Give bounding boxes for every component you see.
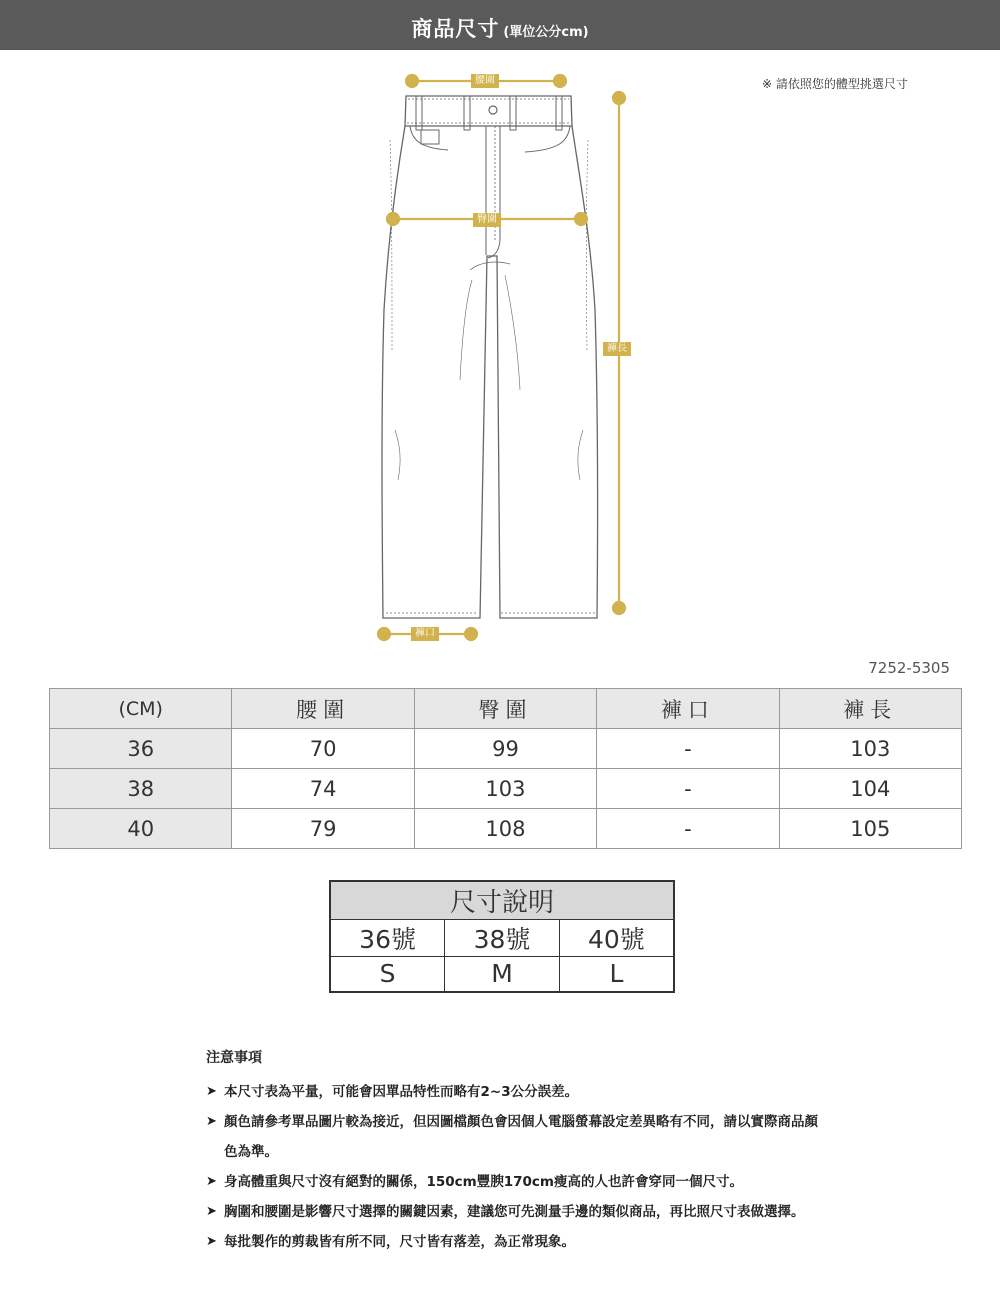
list-item bbox=[206, 1077, 826, 1107]
size-number: 38號 bbox=[445, 920, 560, 957]
list-item bbox=[206, 1197, 826, 1227]
notice-title: 注意事項 bbox=[206, 1050, 262, 1066]
length-cell: 105 bbox=[779, 809, 961, 849]
length-cell: 104 bbox=[779, 769, 961, 809]
arrow-icon: ➤ bbox=[206, 1234, 217, 1249]
size-cell: 36 bbox=[50, 729, 232, 769]
list-item bbox=[206, 1227, 826, 1257]
hem-cell: - bbox=[597, 809, 779, 849]
list-item bbox=[206, 1167, 826, 1197]
size-description-table bbox=[329, 880, 675, 993]
arrow-icon: ➤ bbox=[206, 1174, 217, 1189]
length-tag: 褲長 bbox=[603, 342, 631, 356]
header-hip: 臀圍 bbox=[414, 689, 596, 729]
hem-cell: - bbox=[597, 769, 779, 809]
header-cm: (CM) bbox=[50, 689, 232, 729]
table-row bbox=[330, 957, 674, 992]
hip-cell: 108 bbox=[414, 809, 596, 849]
arrow-icon: ➤ bbox=[206, 1084, 217, 1099]
header-bar bbox=[0, 0, 1000, 50]
size-letter: S bbox=[330, 957, 445, 992]
list-item bbox=[206, 1107, 826, 1167]
product-code: 7252-5305 bbox=[868, 659, 950, 677]
notice-text: 胸圍和腰圍是影響尺寸選擇的關鍵因素，建議您可先測量手邊的類似商品，再比照尺寸表做選擇。 bbox=[224, 1204, 805, 1220]
table-row bbox=[330, 920, 674, 957]
size-cell: 40 bbox=[50, 809, 232, 849]
header-waist: 腰圍 bbox=[232, 689, 414, 729]
size-number: 36號 bbox=[330, 920, 445, 957]
hip-tag: 臀圍 bbox=[473, 213, 501, 227]
hip-cell: 99 bbox=[414, 729, 596, 769]
pants-illustration bbox=[0, 50, 1000, 680]
size-number: 40號 bbox=[559, 920, 674, 957]
size-letter: L bbox=[559, 957, 674, 992]
table-row bbox=[50, 769, 962, 809]
waist-tag: 腰圍 bbox=[471, 74, 499, 88]
notice-text: 每批製作的剪裁皆有所不同，尺寸皆有落差，為正常現象。 bbox=[224, 1234, 575, 1250]
length-cell: 103 bbox=[779, 729, 961, 769]
waist-cell: 70 bbox=[232, 729, 414, 769]
notice-text: 本尺寸表為平量，可能會因單品特性而略有2~3公分誤差。 bbox=[224, 1084, 579, 1100]
arrow-icon: ➤ bbox=[206, 1204, 217, 1219]
header-unit: (單位公分cm) bbox=[503, 25, 589, 40]
waist-cell: 74 bbox=[232, 769, 414, 809]
waist-cell: 79 bbox=[232, 809, 414, 849]
notice-text: 身高體重與尺寸沒有絕對的關係，150cm豐腴170cm瘦高的人也許會穿同一個尺寸。 bbox=[224, 1174, 743, 1190]
size-letter: M bbox=[445, 957, 560, 992]
header-hem: 褲口 bbox=[597, 689, 779, 729]
hip-cell: 103 bbox=[414, 769, 596, 809]
size-advice-note: ※ 請依照您的體型挑選尺寸 bbox=[762, 77, 908, 91]
size-table-header-row bbox=[50, 689, 962, 729]
header-title: 商品尺寸 bbox=[411, 17, 500, 41]
size-table bbox=[49, 688, 962, 849]
hem-tag: 褲口 bbox=[411, 627, 439, 641]
pants-drawing bbox=[0, 50, 1000, 680]
notice-list bbox=[206, 1077, 826, 1257]
header-length: 褲長 bbox=[779, 689, 961, 729]
table-row bbox=[50, 729, 962, 769]
hem-cell: - bbox=[597, 729, 779, 769]
size-cell: 38 bbox=[50, 769, 232, 809]
notice-text: 顏色請參考單品圖片較為接近，但因圖檔顏色會因個人電腦螢幕設定差異略有不同，請以實際商品顏色為準。 bbox=[224, 1114, 818, 1160]
notice-section bbox=[206, 1047, 826, 1257]
arrow-icon: ➤ bbox=[206, 1114, 217, 1129]
table-row bbox=[50, 809, 962, 849]
size-description-title: 尺寸說明 bbox=[330, 881, 674, 920]
